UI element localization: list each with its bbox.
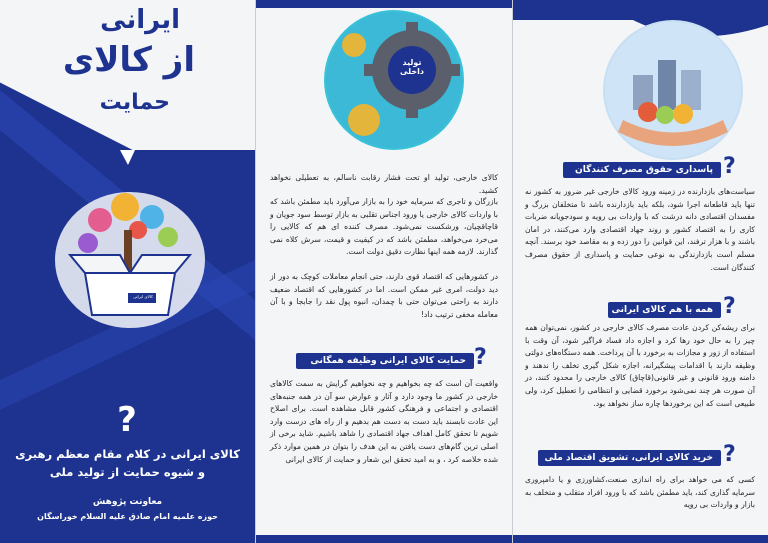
gear-label: تولید داخلی — [400, 58, 424, 76]
right-heading-2: همه با هم کالای ایرانی — [608, 302, 721, 318]
credit-line1: معاونت پژوهش — [92, 497, 163, 507]
credit-line2: حوزه علمیه امام صادق علیه السلام خوراسگان — [37, 512, 218, 521]
cover-title-line1: ایرانی — [100, 5, 180, 35]
cover-heading: کالای ایرانی در کلام مقام معظم رهبری و شیوه حمایت از تولید ملی — [15, 447, 240, 479]
top-bar — [256, 0, 512, 8]
bottom-bar — [513, 535, 768, 543]
middle-paragraph-4: واقعیت آن است که چه بخواهیم و چه نخواهیم گرایش به سمت کالاهای خارجی در کشور ما وجود دارد و آثار و عوارض سو آن در همه جنبه‌های اقتصادی و اجتماعی و فرهنگی کشور قابل مشاهده است. برای اصلاح این عادت نابسند باید دست به دست هم بدهیم و از راه های درست وارد شویم تا تحقق کامل اهداف جهاد اقتصادی را شاهد باشیم. شاید برخی از اصلی ترین گام‌های دست یافتن به این هدف را بتوان در همین موارد ذکر شده خلاصه کرد ، و به امید تحقق این شعار و حمایت از کالای ایرانی — [270, 379, 498, 464]
gear-illustration — [324, 10, 464, 150]
bottom-bar — [256, 535, 512, 543]
question-mark-icon: ? — [117, 400, 137, 440]
middle-heading: حمایت کالای ایرانی وظیفه همگانی — [296, 353, 474, 369]
right-panel — [513, 0, 768, 543]
question-mark-icon: ? — [474, 345, 487, 370]
right-paragraph-1: سیاست‌های بازدارنده در زمینه ورود کالای خارجی غیر ضرور به کشور نه تنها باید قاطعانه اجرا شود، بلکه باید بازدارنده باشد تا متخلفان بزرگ و مفسدان اقتصادی دانه درشت که با واردات بی رویه و سودجویانه ضربات کاری را به اقتصاد کشور و روند جهاد اقتصادی وارد می‌کنند، در امان باشند و با هزار ترفند، این قوانین را دور زده و به مقاصد خود برسند. آنچه مسلم است بازدارندگی به نوعی حمایت و پاسداری از حقوق مصرف کنندگان است. — [525, 187, 755, 272]
middle-paragraph-1: کالای خارجی، تولید او تحت فشار رقابت ناسالم، به تعطیلی نخواهد کشید. — [270, 173, 498, 195]
gift-box-tree-illustration — [50, 185, 210, 335]
middle-paragraph-2: بازرگان و تاجری که سرمایه خود را به بازار می‌آورد باید مطمئن باشد که با واردات کالای خارجی یا ورود اجناس تقلبی به بازار توسط سود جویان و قاچاقچیان، ورشکست نمی‌شود. مصرف کننده ای هم که کالایی را می‌خرد می‌خواهد، مطمئن باشد که در کیفیت و قیمت، سرش کلاه نمی گذارند. لازمه همه اینها نظارت دقیق دولت است. — [270, 197, 498, 257]
right-paragraph-2: برای ریشه‌کن کردن عادت مصرف کالای خارجی در کشور، نمی‌توان همه چیز را به حال خود رها کرد و اجازه داد فساد فراگیر شود، آن وقت با استفاده از زور و مجازات به برخورد با آن پرداخت. همه دستگاه‌های دولتی وظیفه دارند با اقدامات پیشگیرانه، اجازه شکل گیری تخلف را ندهند و دامنه ورود قانونی و غیر قانونی(قاچاق) کالای خارجی را محدود کنند، در آن صورت هر چند نمی‌شود برخورد قضایی و انتظامی را تعطیل کرد، ولی طبیعی است که این برخوردها چاره ساز نخواهد بود. — [525, 323, 755, 408]
cover-panel — [0, 0, 255, 543]
question-mark-icon: ? — [723, 154, 736, 179]
right-heading-3: خرید کالای ایرانی، تشویق اقتصاد ملی — [538, 450, 721, 466]
question-mark-icon: ? — [723, 442, 736, 467]
right-heading-1: پاسداری حقوق مصرف کنندگان — [563, 162, 721, 178]
cover-title-line3: حمایت — [99, 90, 170, 115]
box-label: کالای ایرانی — [133, 294, 153, 299]
hand-city-illustration — [603, 20, 743, 160]
middle-panel — [256, 0, 512, 543]
right-paragraph-3: کسی که می خواهد برای راه اندازی صنعت،کشاورزی و یا دامپروری سرمایه گذاری کند، باید مطمئن باشد که با ورود افراد متقلب و متخلف به بازار و واردات بی رویه — [525, 475, 755, 510]
middle-paragraph-3: در کشورهایی که اقتصاد قوی دارند، حتی انجام معاملات کوچک به دور از دید دولت، امری غیر ممکن است. اما در کشورهایی که اقتصاد ضعیف دارند به راحتی می‌توان حتی با چمدان، انبوه پول نقد را جابجا و با آن معامله مخفی ترتیب داد! — [270, 272, 498, 319]
cover-title-line2: از کالای — [62, 40, 195, 80]
question-mark-icon: ? — [723, 294, 736, 319]
